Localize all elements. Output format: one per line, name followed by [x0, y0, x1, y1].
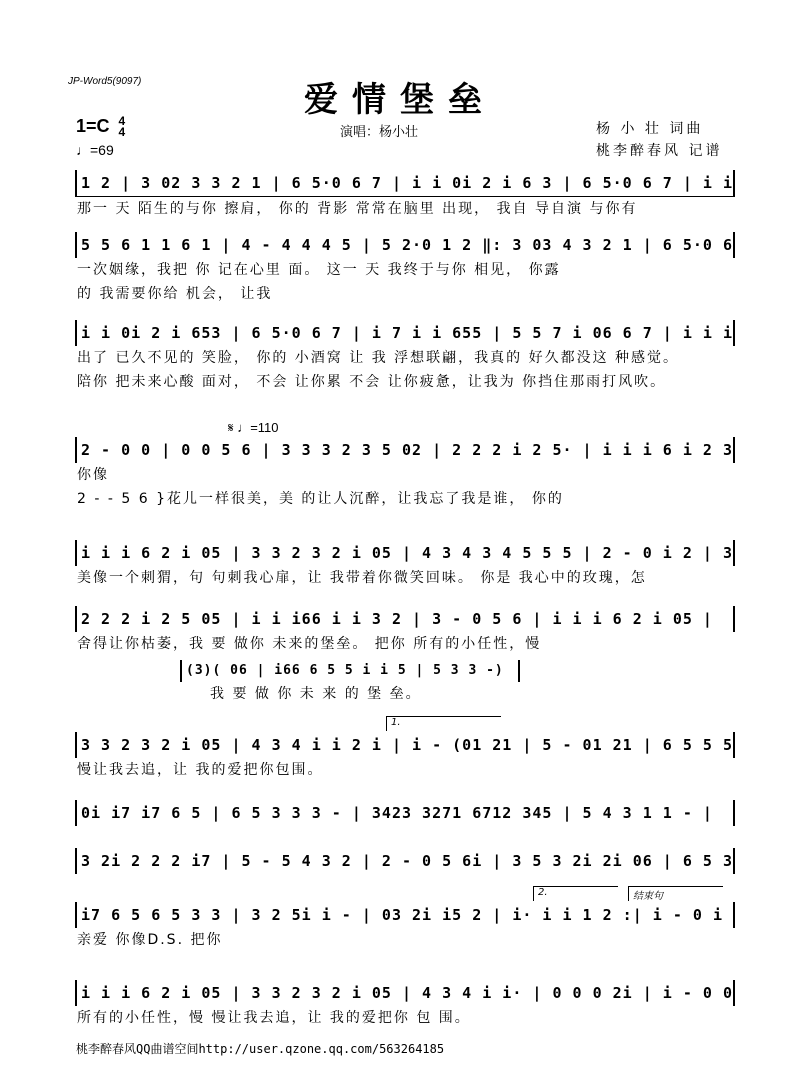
notation-row: 5 5 6 1 1 6 1 | 4 - 4 4 4 5 | 5 2·0 1 2 ‖: 3 03 4 3 2 1 | 6 5·0 6: [75, 232, 735, 258]
lyric-row: 所有的小任性，慢 慢让我去追，让 我的爱把你 包 围。: [77, 1010, 471, 1026]
song-title: 爱情堡垒: [304, 80, 496, 120]
notation-row: i i i 6 2 i 05 | 3 3 2 3 2 i 05 | 4 3 4 i i· | 0 0 0 2i | i - 0 0: [75, 980, 735, 1006]
lyric-row-2: 陪你 把未来心酸 面对， 不会 让你累 不会 让你疲惫，让我为 你挡住那雨打风吹。: [77, 374, 667, 390]
score-line-7: [180, 660, 520, 706]
notation-row: 3 2i 2 2 2 i7 | 5 - 5 4 3 2 | 2 - 0 5 6i | 3 5 3 2i 2i 06 | 6 5 3: [75, 848, 735, 874]
tempo-marking: ♩=69: [76, 142, 114, 158]
lyric-row: 我 要 做 你 未 来 的 堡 垒。: [210, 686, 422, 702]
notation-row: 3 3 2 3 2 i 05 | 4 3 4 i i 2 i | i - (01 21 | 5 - 01 21 | 6 5 5 5: [75, 732, 735, 758]
lyric-row: 那一 天 陌生的与你 擦肩， 你的 背影 常常在脑里 出现， 我自 导自演 与你有: [77, 201, 638, 217]
footer-source: 桃李醉春风QQ曲谱空间http://user.qzone.qq.com/563264185: [76, 1042, 445, 1056]
notation-row: i i 0i 2 i 653 | 6 5·0 6 7 | i 7 i i 655 | 5 5 7 i 06 6 7 | i i i: [75, 320, 735, 346]
time-bottom: 4: [118, 125, 126, 140]
lyric-row-2: 2 - - 5 6 }花儿一样很美，美 的让人沉醉，让我忘了我是谁， 你的: [77, 491, 564, 507]
score-line-4: [75, 437, 735, 511]
lyric-row: 美像一个刺猬，句 句刺我心扉，让 我带着你微笑回味。 你是 我心中的玫瑰，怎: [77, 570, 647, 586]
score-line-3: [75, 320, 735, 394]
time-signature: [119, 116, 126, 138]
volta-1: 1.: [386, 716, 501, 731]
composer-credit: 杨 小 壮 词曲: [596, 121, 704, 137]
score-line-2: [75, 232, 735, 306]
software-label: JP-Word5(9097): [68, 76, 142, 87]
ending-label: 结束句: [628, 886, 723, 901]
transcriber-credit: 桃李醉春风 记谱: [596, 143, 723, 159]
lyric-row: 舍得让你枯萎，我 要 做你 未来的堡垒。 把你 所有的小任性，慢: [77, 636, 542, 652]
notation-row: i i i 6 2 i 05 | 3 3 2 3 2 i 05 | 4 3 4 3 4 5 5 5 | 2 - 0 i 2 | 3: [75, 540, 735, 566]
score-line-11: [75, 902, 735, 952]
notation-row: 0i i7 i7 6 5 | 6 5 3 3 3 - | 3423 3271 6712 345 | 5 4 3 1 1 - |: [75, 800, 735, 826]
score-line-10: [75, 848, 735, 874]
score-line-12: [75, 980, 735, 1030]
score-line-1: [75, 170, 735, 221]
score-line-6: [75, 606, 735, 656]
score-line-9: [75, 800, 735, 826]
lyric-row: 亲爱 你像D.S. 把你: [77, 932, 223, 948]
lyric-row-2: 的 我需要你给 机会， 让我: [77, 286, 273, 302]
score-line-5: [75, 540, 735, 590]
key-signature: [76, 116, 125, 138]
time-top: 4: [118, 114, 126, 129]
volta-2: 2.: [533, 886, 618, 901]
notation-row: 2 - 0 0 | 0 0 5 6 | 3 3 3 2 3 5 02 | 2 2 2 i 2 5· | i i i 6 i 2 3: [75, 437, 735, 463]
notation-row: (3)( 06 | i66 6 5 5 i i 5 | 5 3 3 -): [180, 660, 520, 682]
lyric-row: 慢让我去追，让 我的爱把你包围。: [77, 762, 324, 778]
key-text: 1=C: [76, 116, 110, 136]
notation-row: 1 2 | 3 02 3 3 2 1 | 6 5·0 6 7 | i i 0i 2 i 6 3 | 6 5·0 6 7 | i i: [75, 170, 735, 197]
segno-tempo: 𝄋 ♩=110: [228, 420, 279, 435]
singer-credit: 演唱：杨小壮: [340, 125, 419, 140]
lyric-row: 一次姻缘，我把 你 记在心里 面。 这一 天 我终于与你 相见， 你露: [77, 262, 561, 278]
notation-row: 2 2 2 i 2 5 05 | i i i66 i i 3 2 | 3 - 0 5 6 | i i i 6 2 i 05 |: [75, 606, 735, 632]
notation-row: i7 6 5 6 5 3 3 | 3 2 5i i - | 03 2i i5 2 | i· i i 1 2 :| i - 0 i: [75, 902, 735, 928]
score-line-8: [75, 732, 735, 782]
lyric-row: 出了 已久不见的 笑脸， 你的 小酒窝 让 我 浮想联翩，我真的 好久都没这 种感觉。: [77, 350, 680, 366]
lyric-row: 你像: [77, 467, 109, 483]
